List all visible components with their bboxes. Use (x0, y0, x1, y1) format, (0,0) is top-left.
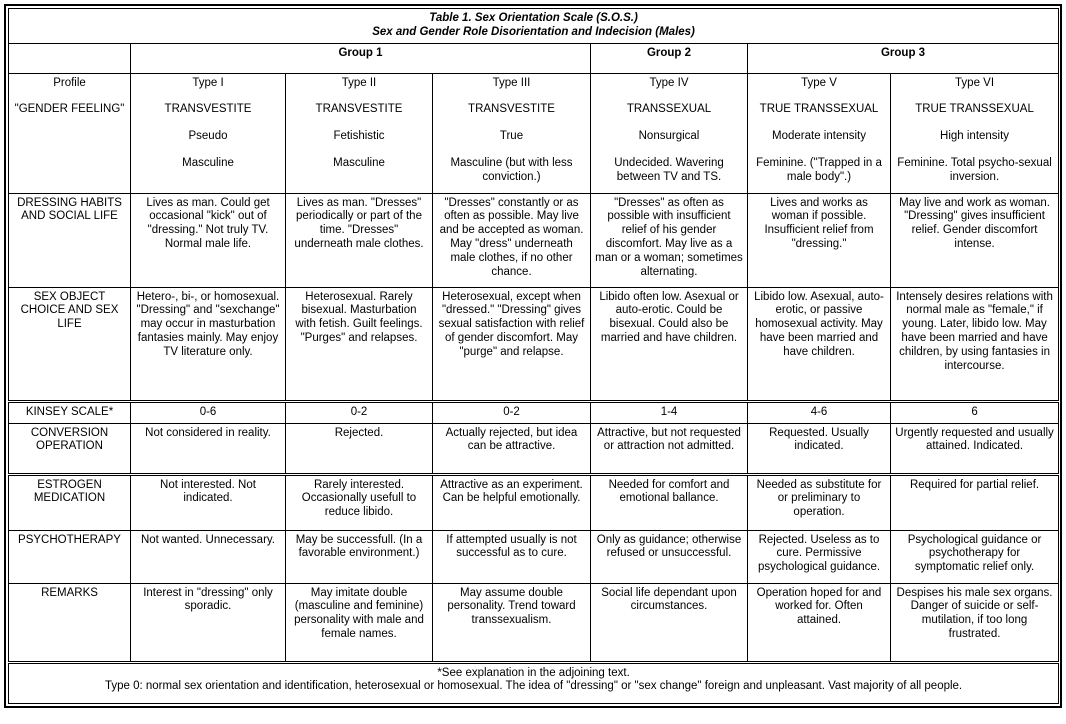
dressing-habits-row (9, 193, 1059, 287)
cell: Intensely desires relations with normal male as "female," if young. Later, libido low. May have been married and have children, by using fantasies in intercourse. (891, 287, 1059, 401)
cell: Rarely interested. Occasionally usefull to reduce libido. (286, 474, 433, 530)
type-intensity: Nonsurgical (638, 130, 700, 143)
row-label-conversion-operation: CONVERSION OPERATION (9, 423, 131, 474)
row-label-remarks: REMARKS (9, 583, 131, 662)
cell: If attempted usually is not successful as to cure. (433, 530, 591, 583)
cell: Social life dependant upon circumstances. (591, 583, 748, 662)
profile-type-2 (286, 73, 433, 193)
psychotherapy-row (9, 530, 1059, 583)
table-frame (4, 4, 1062, 708)
footnotes (9, 662, 1059, 703)
cell: "Dresses" as often as possible with insufficient relief of his gender discomfort. May live as a man or a woman; sometimes alternating. (591, 193, 748, 287)
type-gender-feeling: Feminine. ("Trapped in a male body".) (756, 156, 882, 183)
footnote-row (9, 662, 1059, 703)
cell: Not interested. Not indicated. (131, 474, 286, 530)
table-title (9, 9, 1059, 44)
type-number: Type VI (955, 76, 995, 89)
type-number: Type V (801, 76, 837, 89)
cell: Urgently requested and usually attained. Indicated. (891, 423, 1059, 474)
cell: Lives and works as woman if possible. Insufficient relief from "dressing." (748, 193, 891, 287)
cell: Hetero-, bi-, or homosexual. "Dressing" and "sexchange" may occur in masturbation fantasies mainly. May enjoy TV literature only. (131, 287, 286, 401)
profile-type-3 (433, 73, 591, 193)
cell: "Dresses" constantly or as often as possible. May live and be accepted as woman. May "dress" underneath male clothes, if no other chance. (433, 193, 591, 287)
title-line2: Sex and Gender Role Disorientation and Indecision (Males) (372, 25, 695, 38)
conversion-operation-row (9, 423, 1059, 474)
profile-label-line1: Profile (53, 76, 86, 89)
cell: Rejected. (286, 423, 433, 474)
cell: Only as guidance; otherwise refused or unsuccessful. (591, 530, 748, 583)
cell: Attractive, but not requested or attraction not admitted. (591, 423, 748, 474)
cell: Lives as man. Could get occasional "kick" out of "dressing." Not truly TV. Normal male life. (131, 193, 286, 287)
type-number: Type III (492, 76, 531, 89)
type-gender-feeling: Feminine. Total psycho-sexual inversion. (897, 156, 1052, 183)
cell: 0-6 (131, 401, 286, 423)
cell: 1-4 (591, 401, 748, 423)
type-gender-feeling: Undecided. Wavering between TV and TS. (614, 156, 724, 183)
type-category: TRUE TRANSSEXUAL (915, 103, 1034, 116)
cell: Not wanted. Unnecessary. (131, 530, 286, 583)
cell: Libido low. Asexual, auto-erotic, or passive homosexual activity. May have been married and have children. (748, 287, 891, 401)
type-category: TRANSVESTITE (468, 103, 555, 116)
cell: Needed for comfort and emotional ballance. (591, 474, 748, 530)
group1-header: Group 1 (131, 43, 591, 73)
profile-row (9, 73, 1059, 193)
type-number: Type II (341, 76, 377, 89)
cell: Attractive as an experiment. Can be helpful emotionally. (433, 474, 591, 530)
sex-object-row (9, 287, 1059, 401)
type-gender-feeling: Masculine (182, 156, 234, 169)
profile-type-4 (591, 73, 748, 193)
cell: Actually rejected, but idea can be attractive. (433, 423, 591, 474)
profile-type-5 (748, 73, 891, 193)
cell: Heterosexual, except when "dressed." "Dressing" gives sexual satisfaction with relief of gender discomfort. May "purge" and relapse. (433, 287, 591, 401)
remarks-row (9, 583, 1059, 662)
type-category: TRANSSEXUAL (626, 103, 712, 116)
group3-header: Group 3 (748, 43, 1059, 73)
type-category: TRANSVESTITE (164, 103, 252, 116)
cell: Heterosexual. Rarely bisexual. Masturbation with fetish. Guilt feelings. "Purges" and relapses. (286, 287, 433, 401)
cell: Lives as man. "Dresses" periodically or part of the time. "Dresses" underneath male clothes. (286, 193, 433, 287)
row-label-estrogen-medication: ESTROGEN MEDICATION (9, 474, 131, 530)
title-line1: Table 1. Sex Orientation Scale (S.O.S.) (429, 12, 638, 24)
cell: Requested. Usually indicated. (748, 423, 891, 474)
cell: May assume double personality. Trend toward transsexualism. (433, 583, 591, 662)
type-number: Type I (192, 76, 224, 89)
type-intensity: High intensity (940, 130, 1010, 143)
row-label-profile (9, 73, 131, 193)
type-gender-feeling: Masculine (but with less conviction.) (450, 156, 573, 183)
type-category: TRUE TRANSSEXUAL (759, 103, 879, 116)
type-intensity: Pseudo (188, 130, 228, 143)
cell: 0-2 (286, 401, 433, 423)
cell: 6 (891, 401, 1059, 423)
cell: Interest in "dressing" only sporadic. (131, 583, 286, 662)
cell: Needed as substitute for or preliminary to operation. (748, 474, 891, 530)
type-number: Type IV (649, 76, 689, 89)
group-header-row (9, 43, 1059, 73)
cell: May imitate double (masculine and feminine) personality with male and female names. (286, 583, 433, 662)
kinsey-scale-row (9, 401, 1059, 423)
profile-label-line2: "GENDER FEELING" (14, 103, 125, 116)
footnote-line1: *See explanation in the adjoining text. (437, 666, 630, 679)
type-intensity: Moderate intensity (772, 130, 866, 143)
footnote-line2: Type 0: normal sex orientation and identification, heterosexual or homosexual. The idea of "dressing" or "sex change" foreign and unpleasant. Vast majority of all people. (104, 680, 963, 693)
corner-cell (9, 43, 131, 73)
type-gender-feeling: Masculine (333, 156, 385, 169)
cell: Required for partial relief. (891, 474, 1059, 530)
row-label-kinsey-scale: KINSEY SCALE* (9, 401, 131, 423)
cell: Not considered in reality. (131, 423, 286, 474)
cell: Rejected. Useless as to cure. Permissive psychological guidance. (748, 530, 891, 583)
estrogen-medication-row (9, 474, 1059, 530)
group2-header: Group 2 (591, 43, 748, 73)
row-label-psychotherapy: PSYCHOTHERAPY (9, 530, 131, 583)
cell: Libido often low. Asexual or auto-erotic. Could be bisexual. Could also be married and have children. (591, 287, 748, 401)
title-row (9, 9, 1059, 44)
type-intensity: True (499, 130, 524, 143)
profile-type-6 (891, 73, 1059, 193)
row-label-sex-object: SEX OBJECT CHOICE AND SEX LIFE (9, 287, 131, 401)
cell: Despises his male sex organs. Danger of suicide or self-mutilation, if too long frustrated. (891, 583, 1059, 662)
cell: Psychological guidance or psychotherapy for symptomatic relief only. (891, 530, 1059, 583)
cell: May live and work as woman. "Dressing" gives insufficient relief. Gender discomfort intense. (891, 193, 1059, 287)
cell: 4-6 (748, 401, 891, 423)
type-category: TRANSVESTITE (315, 103, 403, 116)
row-label-dressing-habits: DRESSING HABITS AND SOCIAL LIFE (9, 193, 131, 287)
cell: May be successfull. (In a favorable environment.) (286, 530, 433, 583)
sos-table (8, 8, 1059, 704)
type-intensity: Fetishistic (333, 130, 385, 143)
profile-type-1 (131, 73, 286, 193)
cell: Operation hoped for and worked for. Often attained. (748, 583, 891, 662)
cell: 0-2 (433, 401, 591, 423)
